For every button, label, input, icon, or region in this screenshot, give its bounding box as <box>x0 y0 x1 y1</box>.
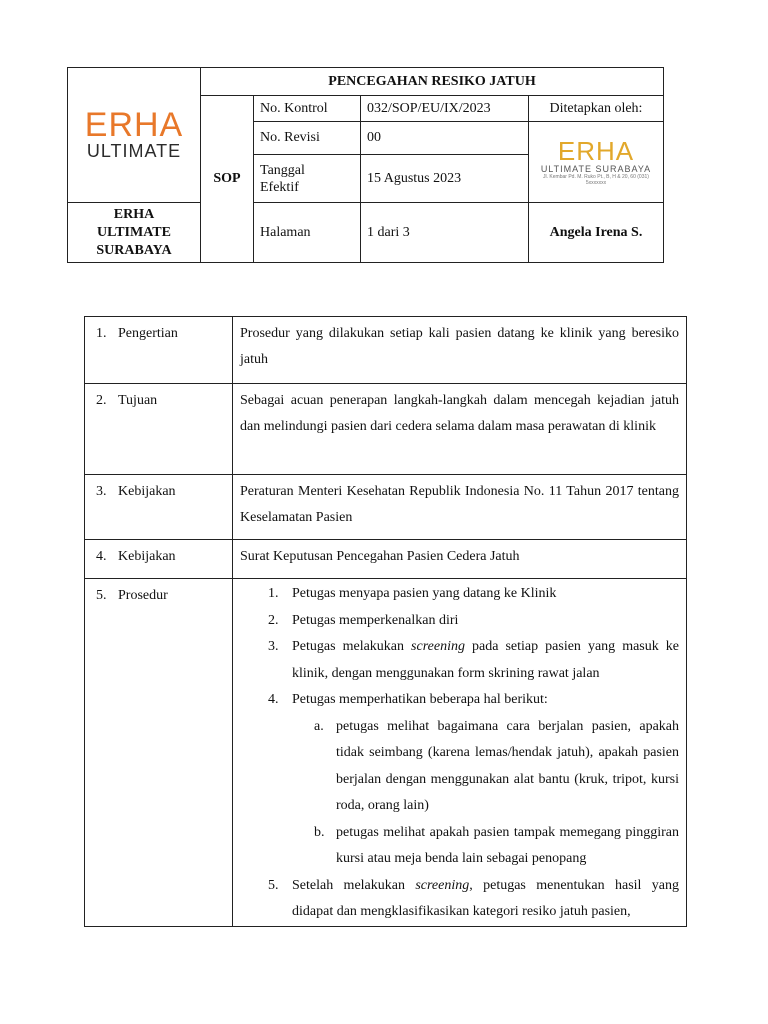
substep-letter: b. <box>314 824 325 840</box>
value-tanggal-efektif: 15 Agustus 2023 <box>361 155 529 203</box>
section-row <box>85 384 687 475</box>
section-number: 5. <box>96 588 107 603</box>
procedure-step <box>268 873 679 926</box>
procedure-step <box>268 634 679 687</box>
company-line-2: ULTIMATE <box>97 224 171 240</box>
section-row <box>85 540 687 579</box>
approval-stamp <box>529 122 664 203</box>
section-row <box>85 317 687 384</box>
step-text-post: pada setiap pasien yang masuk ke klinik, dengan menggunakan form skrining rawat jalan <box>292 639 679 681</box>
step-number: 3. <box>268 639 279 654</box>
stamp-sub: ULTIMATE SURABAYA <box>540 163 652 174</box>
section-text: Sebagai acuan penerapan langkah-langkah dalam mencegah kejadian jatuh dan melindungi pasien dari cedera selama dalam masa perawatan di klinik <box>233 384 687 475</box>
step-text-emphasis: screening <box>411 639 465 654</box>
section-row <box>85 475 687 540</box>
step-number: 5. <box>268 877 279 893</box>
logo-cell <box>68 68 201 203</box>
stamp-brand: ERHA <box>557 135 635 166</box>
step-text-post: , petugas menentukan hasil yang didapat dan mengklasifikasikan kategori resiko jatuh pasien, <box>292 877 679 919</box>
company-line-1: ERHA <box>113 206 155 222</box>
section-number: 3. <box>96 484 107 499</box>
step-number: 2. <box>268 612 279 628</box>
section-number: 4. <box>96 549 107 564</box>
label-no-revisi: No. Revisi <box>254 122 361 155</box>
step-text: Petugas memperkenalkan diri <box>292 612 459 628</box>
step-text-pre: Petugas melakukan <box>292 639 412 654</box>
stamp-logo <box>535 135 657 187</box>
procedure-step <box>268 687 679 873</box>
section-title: Kebijakan <box>118 484 176 499</box>
substep-text: petugas melihat apakah pasien tampak memegang pinggiran kursi atau meja benda lain sebagai penopang <box>336 824 679 866</box>
company-line-3: SURABAYA <box>96 242 172 258</box>
procedure-substeps <box>292 714 679 873</box>
doc-type-sop: SOP <box>201 96 254 263</box>
section-label <box>85 540 233 579</box>
section-number: 1. <box>96 326 107 341</box>
step-number: 1. <box>268 586 279 601</box>
section-text: Surat Keputusan Pencegahan Pasien Cedera Jatuh <box>233 540 687 579</box>
stamp-address: Jl. Kembar Pd. M. Ruko Pt., B, H & 20, 60 (031) 5xxxxxxx <box>543 174 649 187</box>
label-tanggal-efektif <box>254 155 361 203</box>
substep-text: petugas melihat bagaimana cara berjalan pasien, apakah tidak seimbang (karena lemas/hendak jatuh), apakah pasien berjalan dengan menggunakan alat bantu (kruk, tripot, kursi roda, orang lain) <box>336 718 679 813</box>
section-label <box>85 384 233 475</box>
step-text-pre: Setelah melakukan <box>292 877 416 893</box>
step-number: 4. <box>268 692 279 707</box>
substep-letter: a. <box>314 718 324 734</box>
section-text: Peraturan Menteri Kesehatan Republik Indonesia No. 11 Tahun 2017 tentang Keselamatan Pasien <box>233 475 687 540</box>
tanggal-efektif-text: Tanggal Efektif <box>260 162 305 195</box>
label-no-kontrol: No. Kontrol <box>254 96 361 122</box>
section-title: Tujuan <box>118 393 158 408</box>
document-title: PENCEGAHAN RESIKO JATUH <box>201 68 664 96</box>
procedure-steps <box>240 581 679 926</box>
step-text-emphasis: screening <box>415 877 470 893</box>
value-no-revisi: 00 <box>361 122 529 155</box>
step-text: Petugas memperhatikan beberapa hal berikut: <box>292 692 548 707</box>
procedure-substep <box>314 714 679 820</box>
section-label <box>85 475 233 540</box>
erha-logo <box>74 108 194 162</box>
procedure-substep <box>314 820 679 873</box>
sop-content-table <box>84 316 687 927</box>
company-name-cell <box>68 203 201 263</box>
value-halaman: 1 dari 3 <box>361 203 529 263</box>
logo-tagline: ULTIMATE <box>86 141 182 162</box>
approved-by-label: Ditetapkan oleh: <box>529 96 664 122</box>
section-title: Pengertian <box>118 326 178 341</box>
section-title: Kebijakan <box>118 549 176 564</box>
value-no-kontrol: 032/SOP/EU/IX/2023 <box>361 96 529 122</box>
section-title: Prosedur <box>118 588 168 603</box>
section-row-procedure <box>85 579 687 927</box>
procedure-step <box>268 581 679 608</box>
signer-name: Angela Irena S. <box>529 203 664 263</box>
header-table <box>67 67 664 263</box>
logo-brand: ERHA <box>84 106 184 145</box>
section-label <box>85 579 233 927</box>
section-number: 2. <box>96 393 107 408</box>
procedure-step <box>268 608 679 635</box>
section-text: Prosedur yang dilakukan setiap kali pasien datang ke klinik yang beresiko jatuh <box>233 317 687 384</box>
label-halaman: Halaman <box>254 203 361 263</box>
step-text: Petugas menyapa pasien yang datang ke Klinik <box>292 586 557 601</box>
procedure-steps-cell <box>233 579 687 927</box>
section-label <box>85 317 233 384</box>
